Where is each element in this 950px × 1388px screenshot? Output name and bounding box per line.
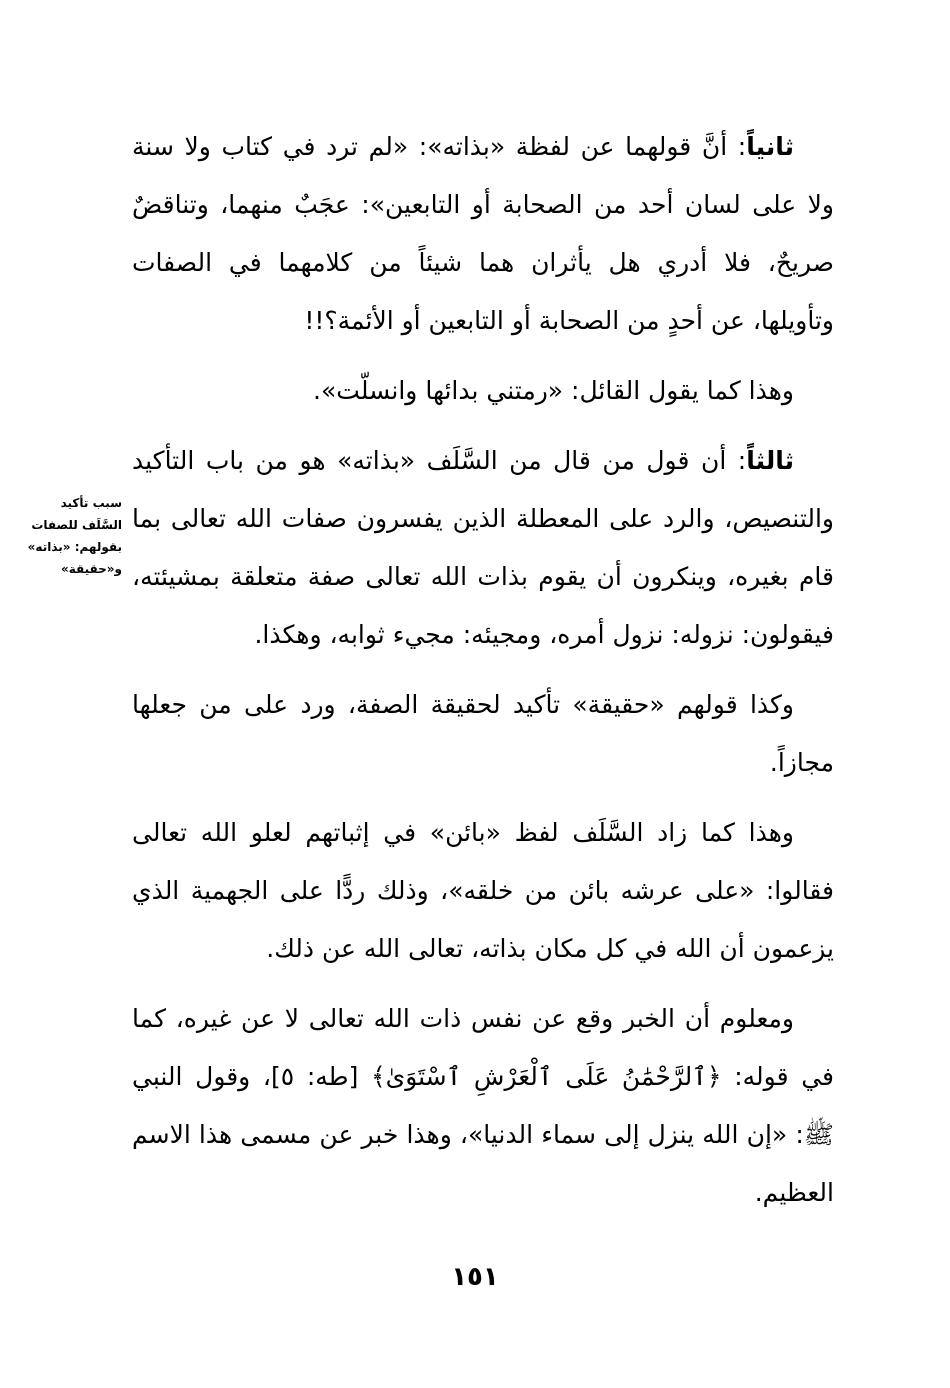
- paragraph-known: [132, 990, 834, 1222]
- paragraph-body: وهذا كما يقول القائل: «رمتني بدائها وانسلّت».: [313, 376, 794, 405]
- paragraph-body: : أنَّ قولهما عن لفظة «بذاته»: «لم ترد في كتاب ولا سنة ولا على لسان أحد من الصحابة أو التابعين»: عجَبٌ منهما، وتناقضٌ صريحٌ، فلا أدري هل يأثران هما شيئاً من كلامهما في الصفات وتأويلها، عن أحدٍ من الصحابة أو التابعين أو الأئمة؟!!: [132, 132, 834, 335]
- paragraph-body: وهذا كما زاد السَّلَف لفظ «بائن» في إثباتهم لعلو الله تعالى فقالوا: «على عرشه بائن من خلقه»، وذلك ردًّا على الجهمية الذي يزعمون أن الله في كل مكان بذاته، تعالى الله عن ذلك.: [132, 818, 834, 963]
- paragraph-proverb: [132, 362, 834, 420]
- paragraph-thirdly: [132, 432, 834, 664]
- margin-note: سبب تأكيد السَّلَف للصفات بقولهم: «بذاته» و«حقيقة»: [27, 496, 122, 576]
- paragraph-body: وكذا قولهم «حقيقة» تأكيد لحقيقة الصفة، ورد على من جعلها مجازاً.: [132, 690, 834, 777]
- paragraph-body: : أن قول من قال من السَّلَف «بذاته» هو من باب التأكيد والتنصيص، والرد على المعطلة الذين يفسرون صفات الله تعالى بما قام بغيره، وينكرون أن يقوم بذات الله تعالى صفة متعلقة بمشيئته، فيقولون: نزوله: نزول أمره، ومجيئه: مجيء ثوابه، وهكذا.: [132, 446, 834, 649]
- paragraph-lead: ثانياً: [746, 132, 794, 161]
- main-text: [132, 118, 834, 1234]
- paragraph-secondly: [132, 118, 834, 350]
- paragraph-haqiqa: [132, 676, 834, 792]
- page-number: ١٥١: [451, 1262, 499, 1292]
- paragraph-bain: [132, 804, 834, 978]
- paragraph-lead: ثالثاً: [746, 446, 794, 475]
- paragraph-body: ومعلوم أن الخبر وقع عن نفس ذات الله تعالى لا عن غيره، كما في قوله: ﴿ٱلرَّحْمَٰنُ عَلَى ٱلْعَرْشِ ٱسْتَوَىٰ﴾ [طه: ٥]، وقول النبي ﷺ: «إن الله ينزل إلى سماء الدنيا»، وهذا خبر عن مسمى هذا الاسم العظيم.: [132, 1004, 834, 1207]
